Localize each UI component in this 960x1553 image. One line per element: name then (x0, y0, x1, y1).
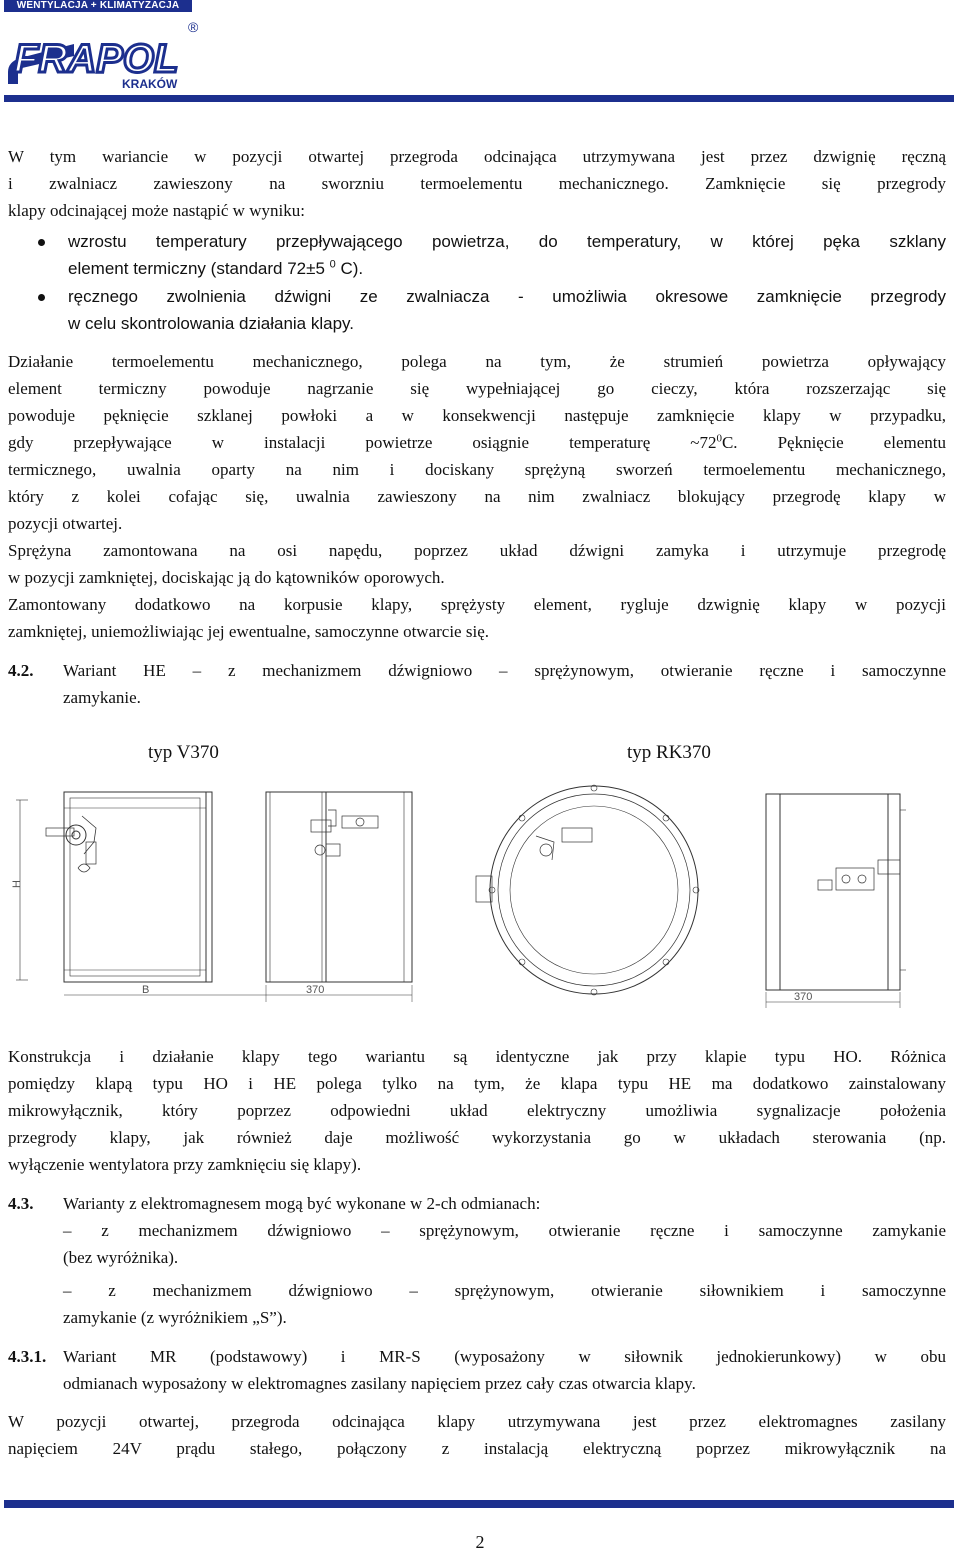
section-number-4-3-1: 4.3.1. (8, 1347, 47, 1366)
dzialanie-line-2: element termiczny powoduje nagrzanie się wypełniającej go cieczy, która rozszerzając się (8, 379, 946, 398)
pozycji-line-1: W pozycji otwartej, przegroda odcinająca klapy utrzymywana jest przez elektromagnes zasilany (8, 1412, 946, 1431)
caption-rk370: typ RK370 (627, 742, 711, 763)
section-4-3-dash-2-line-2: zamykanie (z wyróżnikiem „S”). (63, 1308, 287, 1327)
pozycji-line-2: napięciem 24V prądu stałego, połączony z instalacją elektryczną poprzez mikrowyłącznik na (8, 1439, 946, 1458)
zamontowany-line-2: zamkniętej, uniemożliwiając jej ewentualne, samoczynne otwarcie się. (8, 622, 489, 641)
sprezyna-line-1: Sprężyna zamontowana na osi napędu, poprzez układ dźwigni zamyka i utrzymuje przegrodę (8, 541, 946, 560)
dzialanie-line-5: termicznego, uwalnia oparty na nim i dociskany sprężyną sworzeń termoelementu mechanicznego, (8, 460, 946, 479)
konstrukcja-line-5: wyłączenie wentylatora przy zamknięciu się klapy). (8, 1155, 362, 1174)
page-number: 2 (475, 1532, 485, 1552)
dzialanie-line-6: który z kolei cofając się, uwalnia zawieszony na nim zwalniacz blokujący przegrodę klapy w (8, 487, 946, 506)
drawing-rk370 (476, 785, 906, 1008)
konstrukcja-line-2: pomiędzy klapą typu HO i HE polega tylko na tym, że klapa typu HE ma dodatkowo zainstalowany (8, 1074, 946, 1093)
logo-city: KRAKÓW (122, 77, 178, 91)
frapol-logo (4, 14, 204, 92)
section-4-2-line-2: zamykanie. (63, 688, 141, 707)
dim-label-h: H (11, 880, 23, 888)
bullet-dot (38, 294, 45, 301)
konstrukcja-line-3: mikrowyłącznik, który poprzez odpowiedni układ elektryczny umożliwia sygnalizacje położenia (8, 1101, 946, 1120)
bullet-1-line-2: element termiczny (standard 72±5 $^0$ C). (68, 258, 364, 278)
section-4-3-dash-2-line-1: – z mechanizmem dźwigniowo – sprężynowym, otwieranie siłownikiem i samoczynne (63, 1281, 946, 1300)
section-4-3-1-line-2: odmianach wyposażony w elektromagnes zasilany napięciem przez cały czas otwarcia klapy. (63, 1374, 696, 1393)
dim-label-370-left: 370 (306, 984, 325, 996)
registered-mark: ® (188, 19, 199, 35)
bullet-2-line-2: w celu skontrolowania działania klapy. (68, 314, 355, 333)
section-4-3-line-1: Warianty z elektromagnesem mogą być wykonane w 2-ch odmianach: (63, 1194, 541, 1213)
footer-rule (4, 1500, 954, 1508)
section-number-4-3: 4.3. (8, 1194, 34, 1213)
dzialanie-line-1: Działanie termoelementu mechanicznego, polega na tym, że strumień powietrza opływający (8, 352, 946, 371)
bullet-1-line-1: wzrostu temperatury przepływającego powietrza, do temperatury, w której pęka szklany (68, 232, 946, 251)
damper-technical-drawings (6, 780, 956, 1010)
dim-label-b: B (142, 984, 150, 996)
logo-text: FRAPOL (14, 37, 179, 81)
konstrukcja-line-4: przegrody klapy, jak również daje możliwość wykorzystania go w układach sterowania (np. (8, 1128, 946, 1147)
zamontowany-line-1: Zamontowany dodatkowo na korpusie klapy, sprężysty element, rygluje dzwignię klapy w pozycji (8, 595, 946, 614)
konstrukcja-line-1: Konstrukcja i działanie klapy tego wariantu są identyczne jak przy klapie typu HO. Różnica (8, 1047, 946, 1066)
intro-line-3: klapy odcinającej może nastąpić w wyniku: (8, 201, 305, 220)
dzialanie-line-7: pozycji otwartej. (8, 514, 123, 533)
section-4-2-line-1: Wariant HE – z mechanizmem dźwigniowo – sprężynowym, otwieranie ręczne i samoczynne (63, 661, 946, 680)
section-number-4-2: 4.2. (8, 661, 34, 680)
section-4-3-1-line-1: Wariant MR (podstawowy) i MR-S (wyposażony w siłownik jednokierunkowy) w obu (63, 1347, 946, 1366)
drawing-v370 (11, 792, 412, 1002)
sprezyna-line-2: w pozycji zamkniętej, dociskając ją do kątowników oporowych. (8, 568, 445, 587)
intro-line-1: W tym wariancie w pozycji otwartej przegroda odcinająca utrzymywana jest przez dzwignię ręczną (8, 147, 946, 166)
dzialanie-line-4: gdy przepływające w instalacji powietrze osiągnie temperaturę $\sim 72^0C$. Pęknięcie elementu (8, 432, 946, 452)
brand-tagline: WENTYLACJA + KLIMATYZACJA (4, 0, 192, 12)
dzialanie-line-3: powoduje pęknięcie szklanej powłoki a w konsekwencji następuje zamknięcie klapy w przypadku, (8, 406, 946, 425)
section-4-3-dash-1-line-2: (bez wyróżnika). (63, 1248, 179, 1267)
section-4-3-dash-1-line-1: – z mechanizmem dźwigniowo – sprężynowym, otwieranie ręczne i samoczynne zamykanie (63, 1221, 946, 1240)
bullet-2-line-1: ręcznego zwolnienia dźwigni ze zwalniacza - umożliwia okresowe zamknięcie przegrody (68, 287, 946, 306)
bullet-dot (38, 239, 45, 246)
caption-v370: typ V370 (148, 742, 219, 763)
intro-line-2: i zwalniacz zawieszony na sworzniu termoelementu mechanicznego. Zamknięcie się przegrody (8, 174, 946, 193)
header-rule (4, 95, 954, 102)
dim-label-370-right: 370 (794, 991, 813, 1003)
